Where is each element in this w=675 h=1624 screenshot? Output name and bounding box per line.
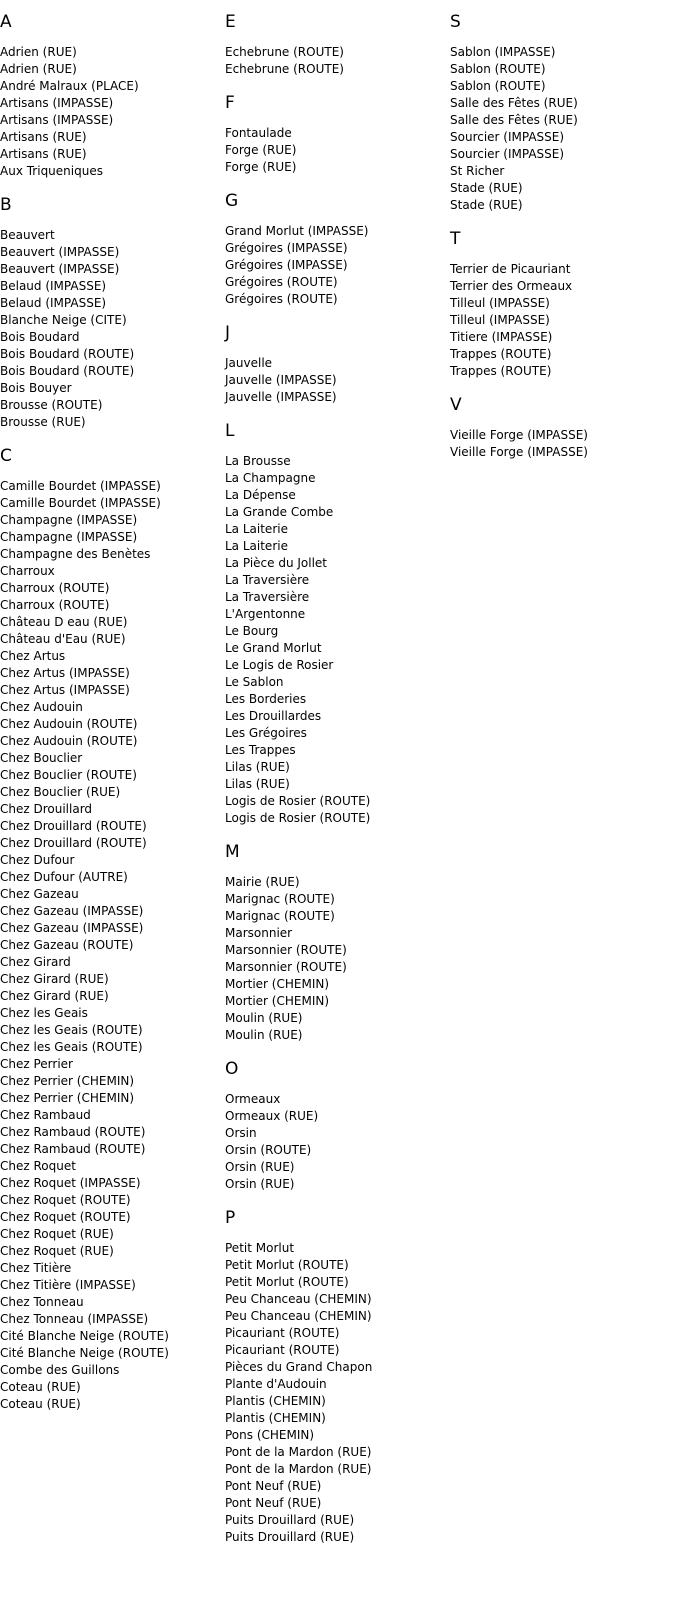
- street-list-item: Forge (RUE): [225, 160, 297, 174]
- street-list-item: Artisans (IMPASSE): [0, 96, 114, 110]
- street-list-item: Tilleul (IMPASSE): [450, 313, 550, 327]
- street-list-item: Brousse (RUE): [0, 415, 86, 429]
- street-list-item: Chez Roquet (IMPASSE): [0, 1176, 141, 1190]
- street-list-item: Vieille Forge (IMPASSE): [450, 428, 588, 442]
- street-list: [450, 427, 665, 461]
- street-list-item: Artisans (RUE): [0, 147, 87, 161]
- street-list-item: Chez Girard: [0, 955, 71, 969]
- street-list: [450, 44, 665, 214]
- letter-group-c: [0, 446, 215, 1413]
- street-list-item: Le Logis de Rosier: [225, 658, 334, 672]
- section-letter-heading: A: [0, 12, 12, 32]
- street-list-item: Picauriant (ROUTE): [225, 1343, 340, 1357]
- section-letter-heading: E: [225, 12, 236, 32]
- street-list-item: Château d'Eau (RUE): [0, 632, 126, 646]
- street-list-item: La Grande Combe: [225, 505, 334, 519]
- street-list-item: Pont de la Mardon (RUE): [225, 1445, 372, 1459]
- street-list-item: Combe des Guillons: [0, 1363, 120, 1377]
- street-list-item: Les Drouillardes: [225, 709, 322, 723]
- street-list: [450, 261, 665, 380]
- street-list-item: Artisans (IMPASSE): [0, 113, 114, 127]
- street-list-item: Grand Morlut (IMPASSE): [225, 224, 369, 238]
- street-list-item: Petit Morlut (ROUTE): [225, 1275, 349, 1289]
- street-list-item: Stade (RUE): [450, 181, 523, 195]
- section-letter-heading: L: [225, 421, 235, 441]
- letter-group-l: [225, 421, 440, 827]
- street-list-item: Les Grégoires: [225, 726, 307, 740]
- street-list-item: Peu Chanceau (CHEMIN): [225, 1309, 372, 1323]
- street-list-item: La Pièce du Jollet: [225, 556, 328, 570]
- street-list-item: Camille Bourdet (IMPASSE): [0, 479, 161, 493]
- letter-group-m: [225, 842, 440, 1044]
- street-list-item: Tilleul (IMPASSE): [450, 296, 550, 310]
- street-list-item: La Laiterie: [225, 539, 288, 553]
- street-list-item: Chez Artus: [0, 649, 66, 663]
- street-list-item: Adrien (RUE): [0, 45, 77, 59]
- street-list-item: Chez Rambaud (ROUTE): [0, 1125, 146, 1139]
- street-list: [225, 223, 440, 308]
- street-list-item: Chez Roquet (RUE): [0, 1244, 114, 1258]
- street-list-item: Chez Drouillard (ROUTE): [0, 819, 147, 833]
- street-list-item: Pont Neuf (RUE): [225, 1496, 322, 1510]
- street-list: [0, 44, 215, 180]
- section-letter-heading: G: [225, 191, 239, 211]
- street-list: [225, 125, 440, 176]
- street-list-item: Chez Artus (IMPASSE): [0, 683, 130, 697]
- street-list-item: Chez Roquet (RUE): [0, 1227, 114, 1241]
- street-list-item: Bois Boudard: [0, 330, 80, 344]
- street-list-item: Mairie (RUE): [225, 875, 300, 889]
- street-list-item: Champagne des Benètes: [0, 547, 151, 561]
- street-list-item: Charroux: [0, 564, 55, 578]
- street-list-item: Logis de Rosier (ROUTE): [225, 811, 371, 825]
- street-list-item: La Traversière: [225, 590, 310, 604]
- street-list-item: Peu Chanceau (CHEMIN): [225, 1292, 372, 1306]
- street-list-item: Lilas (RUE): [225, 777, 290, 791]
- street-list-item: Artisans (RUE): [0, 130, 87, 144]
- street-list-item: Moulin (RUE): [225, 1028, 303, 1042]
- street-list-item: Chez Titière (IMPASSE): [0, 1278, 136, 1292]
- street-list-item: Echebrune (ROUTE): [225, 45, 344, 59]
- street-list-item: Chez Tonneau (IMPASSE): [0, 1312, 149, 1326]
- street-list-item: Logis de Rosier (ROUTE): [225, 794, 371, 808]
- street-list-item: Stade (RUE): [450, 198, 523, 212]
- section-letter-heading: B: [0, 195, 12, 215]
- street-list-item: Chez Perrier: [0, 1057, 73, 1071]
- street-list-item: Chez Gazeau: [0, 887, 79, 901]
- letter-group-s: [450, 12, 665, 214]
- street-list-item: Bois Boudard (ROUTE): [0, 364, 135, 378]
- street-list-item: Camille Bourdet (IMPASSE): [0, 496, 161, 510]
- street-list-item: Chez Bouclier (RUE): [0, 785, 121, 799]
- street-list-item: Picauriant (ROUTE): [225, 1326, 340, 1340]
- street-list-item: Chez Roquet (ROUTE): [0, 1210, 131, 1224]
- section-letter-heading: C: [0, 446, 12, 466]
- street-list-item: Trappes (ROUTE): [450, 364, 552, 378]
- street-list-item: Chez Rambaud: [0, 1108, 91, 1122]
- street-list-item: Titiere (IMPASSE): [450, 330, 553, 344]
- street-list: [225, 1240, 440, 1546]
- street-list-item: Chez Perrier (CHEMIN): [0, 1074, 135, 1088]
- street-list-item: Beauvert (IMPASSE): [0, 245, 120, 259]
- street-list-item: Le Sablon: [225, 675, 284, 689]
- street-list-item: Plantis (CHEMIN): [225, 1394, 326, 1408]
- street-list-item: Aux Triqueniques: [0, 164, 103, 178]
- letter-group-a: [0, 12, 215, 180]
- street-list-item: Jauvelle (IMPASSE): [225, 390, 337, 404]
- street-list-item: Pont de la Mardon (RUE): [225, 1462, 372, 1476]
- street-list-item: Pièces du Grand Chapon: [225, 1360, 373, 1374]
- letter-group-j: [225, 323, 440, 406]
- street-list-item: Charroux (ROUTE): [0, 598, 110, 612]
- street-list-item: St Richer: [450, 164, 505, 178]
- letter-group-f: [225, 93, 440, 176]
- street-list-item: Chez Gazeau (ROUTE): [0, 938, 134, 952]
- street-list-item: Belaud (IMPASSE): [0, 279, 107, 293]
- street-list: [0, 478, 215, 1413]
- street-list-item: Chez Gazeau (IMPASSE): [0, 921, 144, 935]
- street-list-item: Orsin: [225, 1126, 257, 1140]
- index-column-1: [0, 0, 215, 1428]
- street-list-item: Le Bourg: [225, 624, 279, 638]
- street-list-item: Chez Tonneau: [0, 1295, 84, 1309]
- street-list-item: Chez les Geais (ROUTE): [0, 1040, 143, 1054]
- street-list-item: Grégoires (ROUTE): [225, 275, 338, 289]
- street-list-item: Chez les Geais: [0, 1006, 88, 1020]
- street-list-item: Grégoires (IMPASSE): [225, 258, 348, 272]
- street-list-item: Sourcier (IMPASSE): [450, 130, 565, 144]
- street-list-item: Château D eau (RUE): [0, 615, 128, 629]
- street-list-item: Orsin (ROUTE): [225, 1143, 312, 1157]
- street-list-item: Le Grand Morlut: [225, 641, 322, 655]
- street-list-item: Sablon (ROUTE): [450, 79, 546, 93]
- section-letter-heading: F: [225, 93, 235, 113]
- section-letter-heading: J: [225, 323, 231, 343]
- street-list-item: Chez Rambaud (ROUTE): [0, 1142, 146, 1156]
- street-list-item: Terrier de Picauriant: [450, 262, 571, 276]
- letter-group-t: [450, 229, 665, 380]
- section-letter-heading: S: [450, 12, 461, 32]
- index-column-2: [225, 0, 440, 1561]
- street-list-item: La Dépense: [225, 488, 296, 502]
- street-list-item: Marignac (ROUTE): [225, 909, 335, 923]
- letter-group-b: [0, 195, 215, 431]
- letter-group-p: [225, 1208, 440, 1546]
- street-list-item: Jauvelle (IMPASSE): [225, 373, 337, 387]
- street-list-item: Champagne (IMPASSE): [0, 530, 138, 544]
- street-list-item: Fontaulade: [225, 126, 292, 140]
- street-list-item: Charroux (ROUTE): [0, 581, 110, 595]
- street-list-item: Chez Dufour (AUTRE): [0, 870, 128, 884]
- street-list-item: Cité Blanche Neige (ROUTE): [0, 1329, 169, 1343]
- street-list-item: Sablon (ROUTE): [450, 62, 546, 76]
- street-list-item: Beauvert (IMPASSE): [0, 262, 120, 276]
- street-list-item: Vieille Forge (IMPASSE): [450, 445, 588, 459]
- street-list-item: Orsin (RUE): [225, 1177, 295, 1191]
- street-list-item: Adrien (RUE): [0, 62, 77, 76]
- street-list: [225, 874, 440, 1044]
- street-list-item: Chez Girard (RUE): [0, 989, 109, 1003]
- street-list-item: Marignac (ROUTE): [225, 892, 335, 906]
- letter-group-e: [225, 12, 440, 78]
- street-list-item: Moulin (RUE): [225, 1011, 303, 1025]
- street-list-item: Chez Artus (IMPASSE): [0, 666, 130, 680]
- street-list-item: Chez Bouclier: [0, 751, 83, 765]
- street-list-item: Chez Perrier (CHEMIN): [0, 1091, 135, 1105]
- street-list: [225, 44, 440, 78]
- street-list-item: Brousse (ROUTE): [0, 398, 103, 412]
- letter-group-o: [225, 1059, 440, 1193]
- street-list-item: Chez Dufour: [0, 853, 75, 867]
- street-list-item: Mortier (CHEMIN): [225, 994, 330, 1008]
- street-list-item: Sourcier (IMPASSE): [450, 147, 565, 161]
- street-list-item: Coteau (RUE): [0, 1397, 81, 1411]
- street-list-item: Sablon (IMPASSE): [450, 45, 556, 59]
- street-list: [225, 453, 440, 827]
- street-list-item: Grégoires (ROUTE): [225, 292, 338, 306]
- street-list-item: Jauvelle: [225, 356, 273, 370]
- street-list-item: Ormeaux (RUE): [225, 1109, 319, 1123]
- street-list-item: Chez les Geais (ROUTE): [0, 1023, 143, 1037]
- street-list-item: Chez Titière: [0, 1261, 72, 1275]
- street-list: [225, 355, 440, 406]
- street-list-item: Bois Bouyer: [0, 381, 72, 395]
- street-list-item: Mortier (CHEMIN): [225, 977, 330, 991]
- street-list-item: Chez Bouclier (ROUTE): [0, 768, 137, 782]
- index-column-3: [450, 0, 665, 476]
- street-list-item: La Traversière: [225, 573, 310, 587]
- street-list-item: Les Borderies: [225, 692, 307, 706]
- street-list-item: Chez Audouin (ROUTE): [0, 717, 138, 731]
- street-list-item: Marsonnier (ROUTE): [225, 960, 347, 974]
- street-list-item: Puits Drouillard (RUE): [225, 1513, 355, 1527]
- street-list-item: Petit Morlut: [225, 1241, 295, 1255]
- street-list: [225, 1091, 440, 1193]
- street-list-item: Trappes (ROUTE): [450, 347, 552, 361]
- street-list-item: Lilas (RUE): [225, 760, 290, 774]
- street-list-item: Terrier des Ormeaux: [450, 279, 573, 293]
- section-letter-heading: P: [225, 1208, 236, 1228]
- street-list-item: Chez Gazeau (IMPASSE): [0, 904, 144, 918]
- street-list-item: Marsonnier (ROUTE): [225, 943, 347, 957]
- street-list-item: Salle des Fêtes (RUE): [450, 96, 578, 110]
- street-list-item: Coteau (RUE): [0, 1380, 81, 1394]
- street-list-item: Orsin (RUE): [225, 1160, 295, 1174]
- street-list-item: Puits Drouillard (RUE): [225, 1530, 355, 1544]
- street-list-item: Les Trappes: [225, 743, 296, 757]
- street-list-item: Petit Morlut (ROUTE): [225, 1258, 349, 1272]
- street-list-item: L'Argentonne: [225, 607, 306, 621]
- street-list-item: André Malraux (PLACE): [0, 79, 139, 93]
- street-list-item: Champagne (IMPASSE): [0, 513, 138, 527]
- street-list-item: Chez Audouin (ROUTE): [0, 734, 138, 748]
- street-list-item: Chez Roquet (ROUTE): [0, 1193, 131, 1207]
- street-list-item: Forge (RUE): [225, 143, 297, 157]
- street-list-item: Cité Blanche Neige (ROUTE): [0, 1346, 169, 1360]
- street-list-item: Salle des Fêtes (RUE): [450, 113, 578, 127]
- street-list-item: Chez Audouin: [0, 700, 83, 714]
- street-list-item: Grégoires (IMPASSE): [225, 241, 348, 255]
- section-letter-heading: O: [225, 1059, 239, 1079]
- street-list-item: Ormeaux: [225, 1092, 281, 1106]
- street-list-item: Chez Girard (RUE): [0, 972, 109, 986]
- street-list-item: Chez Drouillard (ROUTE): [0, 836, 147, 850]
- street-list-item: Echebrune (ROUTE): [225, 62, 344, 76]
- street-list-item: La Laiterie: [225, 522, 288, 536]
- street-list-item: Blanche Neige (CITE): [0, 313, 127, 327]
- section-letter-heading: T: [450, 229, 461, 249]
- street-list-item: Plantis (CHEMIN): [225, 1411, 326, 1425]
- street-list-item: Pons (CHEMIN): [225, 1428, 315, 1442]
- street-list-item: Belaud (IMPASSE): [0, 296, 107, 310]
- street-list-item: Bois Boudard (ROUTE): [0, 347, 135, 361]
- street-list-item: Marsonnier: [225, 926, 293, 940]
- street-list: [0, 227, 215, 431]
- street-list-item: Chez Drouillard: [0, 802, 93, 816]
- section-letter-heading: V: [450, 395, 462, 415]
- street-list-item: Beauvert: [0, 228, 55, 242]
- street-list-item: Pont Neuf (RUE): [225, 1479, 322, 1493]
- letter-group-v: [450, 395, 665, 461]
- street-list-item: La Champagne: [225, 471, 316, 485]
- section-letter-heading: M: [225, 842, 240, 862]
- street-list-item: Chez Roquet: [0, 1159, 76, 1173]
- letter-group-g: [225, 191, 440, 308]
- street-list-item: La Brousse: [225, 454, 291, 468]
- street-list-item: Plante d'Audouin: [225, 1377, 327, 1391]
